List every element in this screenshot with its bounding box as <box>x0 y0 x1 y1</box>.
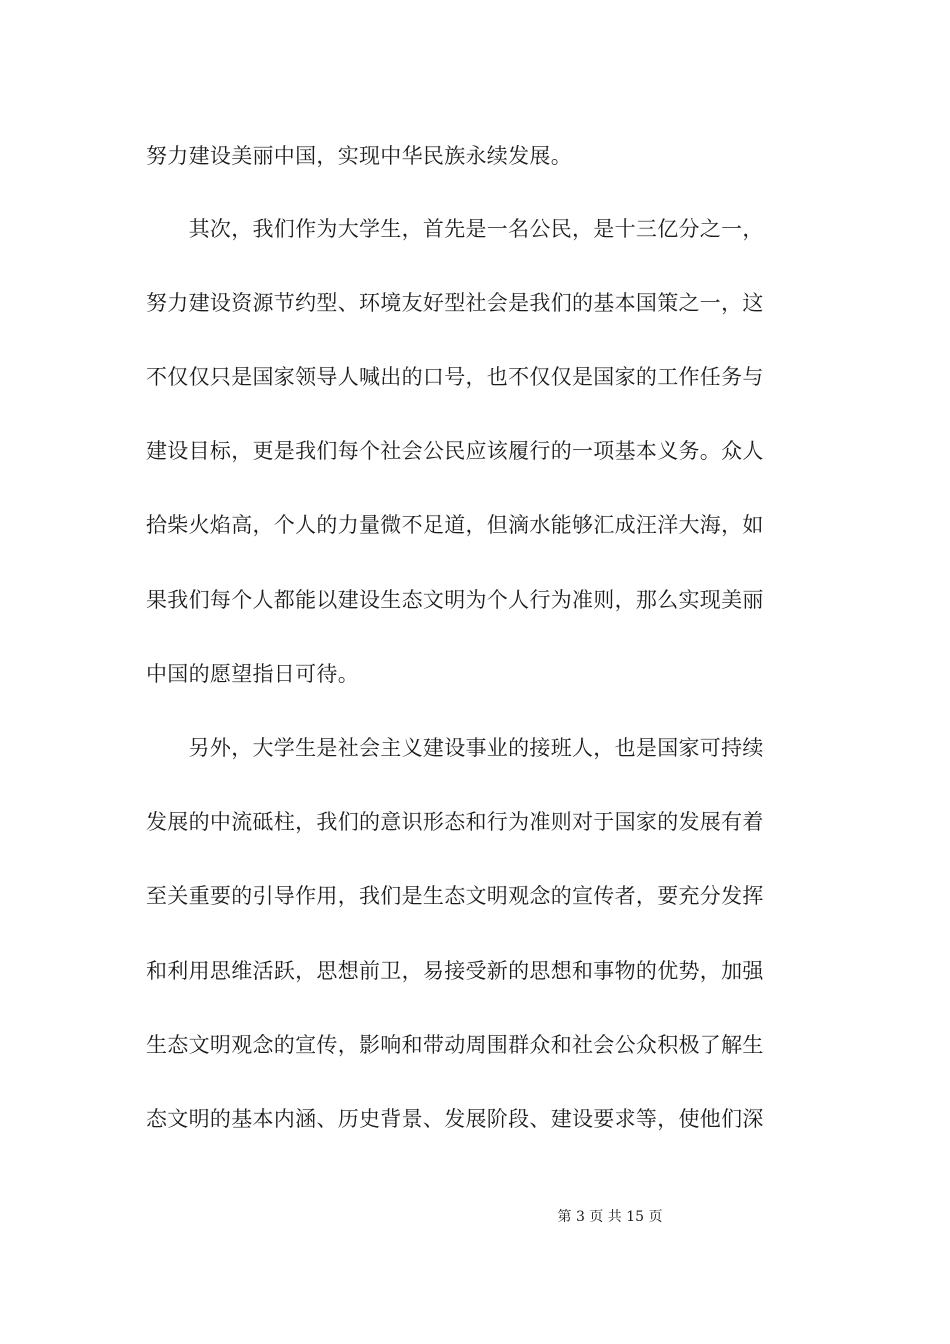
body-text-line-8: 中国的愿望指日可待。 <box>146 662 359 686</box>
body-text-line-3: 努力建设资源节约型、环境友好型社会是我们的基本国策之一，这 <box>146 291 764 315</box>
body-text-line-7: 果我们每个人都能以建设生态文明为个人行为准则，那么实现美丽 <box>146 588 764 612</box>
page-number-footer: 第 3 页 共 15 页 <box>557 1209 663 1225</box>
body-text-line-13: 生态文明观念的宣传，影响和带动周围群众和社会公众积极了解生 <box>146 1033 764 1057</box>
body-text-line-10: 发展的中流砥柱，我们的意识形态和行为准则对于国家的发展有着 <box>146 810 764 834</box>
body-text-line-9: 另外，大学生是社会主义建设事业的接班人，也是国家可持续 <box>146 736 764 760</box>
body-text-line-1: 努力建设美丽中国，实现中华民族永续发展。 <box>146 144 572 168</box>
body-text-line-6: 拾柴火焰高，个人的力量微不足道，但滴水能够汇成汪洋大海，如 <box>146 513 764 537</box>
body-text-line-11: 至关重要的引导作用，我们是生态文明观念的宣传者，要充分发挥 <box>146 884 764 908</box>
body-text-line-4: 不仅仅只是国家领导人喊出的口号，也不仅仅是国家的工作任务与 <box>146 365 764 389</box>
body-text-line-2: 其次，我们作为大学生，首先是一名公民，是十三亿分之一， <box>146 217 764 241</box>
body-text-line-5: 建设目标，更是我们每个社会公民应该履行的一项基本义务。众人 <box>146 439 764 463</box>
body-text-line-12: 和利用思维活跃，思想前卫，易接受新的思想和事物的优势，加强 <box>146 959 764 983</box>
body-text-line-14: 态文明的基本内涵、历史背景、发展阶段、建设要求等，使他们深 <box>146 1107 764 1131</box>
